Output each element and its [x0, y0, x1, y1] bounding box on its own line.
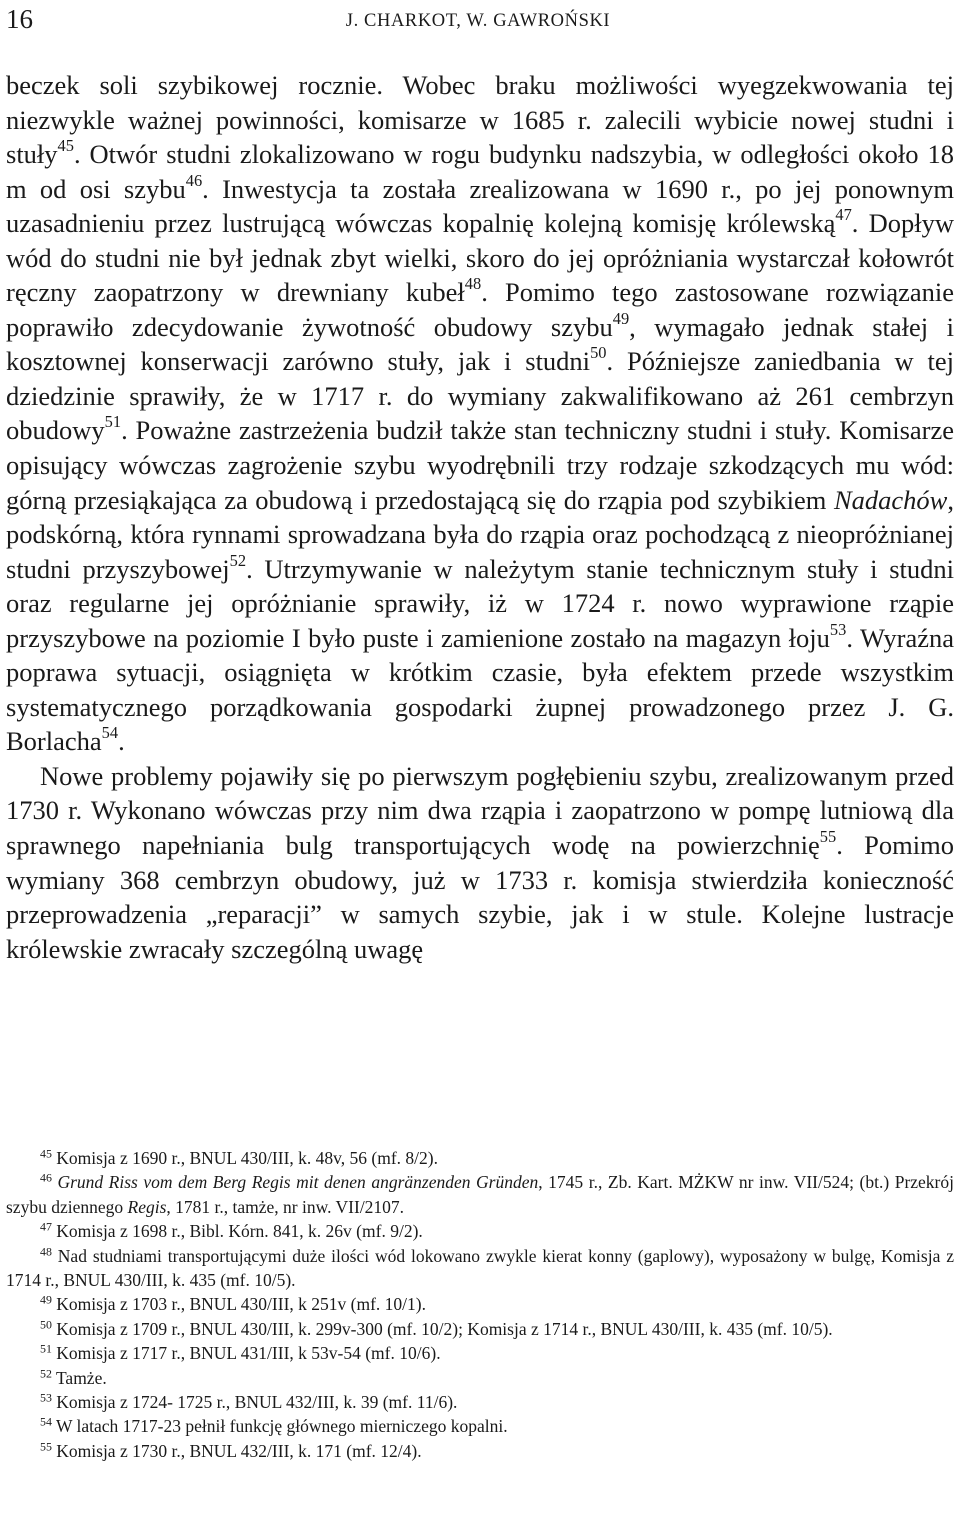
- footnote-number: 52: [40, 1366, 52, 1381]
- footnote-ref[interactable]: 52: [229, 550, 247, 570]
- footnote-ref[interactable]: 48: [464, 274, 482, 294]
- footnote-text: Nad studniami transportującymi duże ilości wód lokowano zwykle kierat konny (gaplowy), wyposażony w bulgę, Komisja z 1714 r., BNUL 430/III, k. 435 (mf. 10/5).: [6, 1245, 954, 1291]
- footnote-text: Komisja z 1690 r., BNUL 430/III, k. 48v, 56 (mf. 8/2).: [56, 1148, 438, 1168]
- page-header: [6, 2, 950, 36]
- footnote-text: , 1745 r., Zb. Kart. MŻKW nr inw. VII/524; (bt.) Przekrój szybu dziennego: [6, 1172, 954, 1217]
- footnote-number: 53: [40, 1390, 52, 1405]
- footnote-45: [6, 1146, 954, 1170]
- paragraph-1: [6, 68, 954, 759]
- footnote-ref[interactable]: 54: [101, 723, 119, 743]
- italic-place-name: Nadachów: [834, 484, 948, 515]
- text-run: . Utrzymywanie w należytym stanie technicznym stuły i studni oraz regularne jej opróżnianie sprawiły, iż w 1724 r. nowo wyprawione rząpie przyszybowe na poziomie I było puste i zamienione zostało na magazyn łoju: [6, 553, 954, 653]
- text-run: .: [118, 726, 125, 757]
- footnote-52: [6, 1366, 954, 1390]
- footnote-49: [6, 1292, 954, 1316]
- text-run: . Otwór studni zlokalizowano w rogu budynku nadszybia, w odległości około 18 m od osi szybu: [6, 139, 954, 204]
- text-run: . Dopływ wód do studni nie był jednak zbyt wielki, skoro do jej opróżniania wystarczał kołowrót ręczny zaopatrzony w drewniany kubeł: [6, 208, 955, 308]
- page-number: 16: [6, 4, 33, 34]
- footnote-50: [6, 1317, 954, 1341]
- footnote-text: Komisja z 1698 r., Bibl. Kórn. 841, k. 26v (mf. 9/2).: [56, 1221, 423, 1242]
- footnote-number: 49: [40, 1292, 52, 1307]
- text-run: Nowe problemy pojawiły się po pierwszym pogłębieniu szybu, zrealizowanym przed 1730 r. Wykonano wówczas przy nim dwa rząpia i zaopatrzono w pompę lutniową dla sprawnego napełniania bulg transportujących wodę na powierzchnię: [6, 760, 954, 861]
- footnote-text: Komisja z 1717 r., BNUL 431/III, k 53v-54 (mf. 10/6).: [56, 1343, 441, 1364]
- footnote-text: W latach 1717-23 pełnił funkcję głównego mierniczego kopalni.: [55, 1416, 508, 1437]
- footnote-text: Komisja z 1709 r., BNUL 430/III, k. 299v-300 (mf. 10/2); Komisja z 1714 r., BNUL 430/III, k. 435 (mf. 10/5).: [56, 1318, 833, 1339]
- footnote-53: [6, 1390, 954, 1414]
- footnote-text: Komisja z 1730 r., BNUL 432/III, k. 171 (mf. 12/4).: [56, 1440, 422, 1461]
- footnote-number: 51: [40, 1341, 52, 1356]
- footnote-number: 47: [40, 1219, 52, 1234]
- footnote-ref[interactable]: 47: [835, 205, 852, 225]
- text-run: . Pomimo wymiany 368 cembrzyn obudowy, już w 1733 r. komisja stwierdziła konieczność przeprowadzenia „reparacji” w samych szybie, jak i w stule. Kolejne lustracje królewskie zwracały szczególną uwagę: [6, 830, 955, 964]
- footnote-54: [6, 1414, 954, 1438]
- footnote-text: Tamże.: [55, 1367, 107, 1388]
- footnote-text: Komisja z 1724- 1725 r., BNUL 432/III, k. 39 (mf. 11/6).: [56, 1392, 458, 1413]
- footnote-number: 55: [40, 1439, 52, 1454]
- footnote-ref[interactable]: 49: [612, 309, 630, 328]
- text-run: . Poważne zastrzeżenia budził także stan techniczny studni i stuły. Komisarze opisujący wówczas zagrożenie szybu wyodrębnili trzy rodzaje szkodzących mu wód: górną przesiąkająca za obudową i przedostającą się do rząpia pod szybikiem: [6, 415, 954, 515]
- footnote-48: [6, 1244, 954, 1293]
- footnote-47: [6, 1219, 954, 1243]
- text-run: beczek soli szybikowej rocznie. Wobec braku możliwości wyegzekwowania tej niezwykle ważnej powinności, komisarze w 1685 r. zalecili wybicie nowej studni i stuły: [6, 70, 954, 170]
- footnote-55: [6, 1439, 954, 1463]
- text-run: . Wyraźna poprawa sytuacji, osiągnięta w krótkim czasie, była efektem przede wszystkim systematycznego porządkowania gospodarki żupnej prowadzonego przez J. G. Borlacha: [6, 622, 954, 757]
- footnote-ref[interactable]: 55: [819, 827, 837, 847]
- footnote-51: [6, 1341, 954, 1365]
- running-head: J. CHARKOT, W. GAWROŃSKI: [345, 11, 611, 31]
- footnote-number: 54: [40, 1414, 52, 1429]
- text-run: , wymagało jednak stałej i kosztownej konserwacji zarówno stuły, jak i studni: [6, 311, 955, 377]
- footnote-ref[interactable]: 45: [57, 136, 74, 156]
- footnote-number: 48: [40, 1244, 52, 1259]
- main-text: [6, 68, 954, 966]
- text-run: , podskórną, która rynnami sprowadzana była do rząpia oraz pochodzącą z nieopróżnianej studni przyszybowej: [6, 484, 954, 584]
- text-run: . Pomimo tego zastosowane rozwiązanie poprawiło zdecydowanie żywotność obudowy szybu: [6, 277, 954, 342]
- footnote-italic-title: Grund Riss vom dem Berg Regis mit denen angränzenden Gründen: [57, 1172, 539, 1193]
- footnote-ref[interactable]: 50: [590, 343, 607, 363]
- footnotes: [6, 1146, 954, 1463]
- footnote-number: 45: [40, 1146, 52, 1161]
- footnote-number: 46: [40, 1170, 52, 1185]
- paragraph-2: [6, 759, 954, 966]
- footnote-46: [6, 1170, 954, 1219]
- text-run: . Inwestycja ta została zrealizowana w 1690 r., po jej ponownym uzasadnieniu przez lustrującą wówczas kopalnię kolejną komisję królewską: [6, 173, 954, 239]
- footnote-italic-name: Regis: [127, 1196, 167, 1217]
- footnote-ref[interactable]: 51: [104, 412, 122, 432]
- footnote-number: 50: [40, 1317, 52, 1332]
- footnote-text: , 1781 r., tamże, nr inw. VII/2107.: [166, 1196, 405, 1217]
- footnote-ref[interactable]: 46: [185, 170, 203, 190]
- footnote-text: Komisja z 1703 r., BNUL 430/III, k 251v (mf. 10/1).: [56, 1294, 426, 1315]
- text-run: . Późniejsze zaniedbania w tej dziedzinie sprawiły, że w 1717 r. do wymiany zakwalifikowano aż 261 cembrzyn obudowy: [6, 346, 954, 446]
- footnote-ref[interactable]: 53: [829, 619, 847, 639]
